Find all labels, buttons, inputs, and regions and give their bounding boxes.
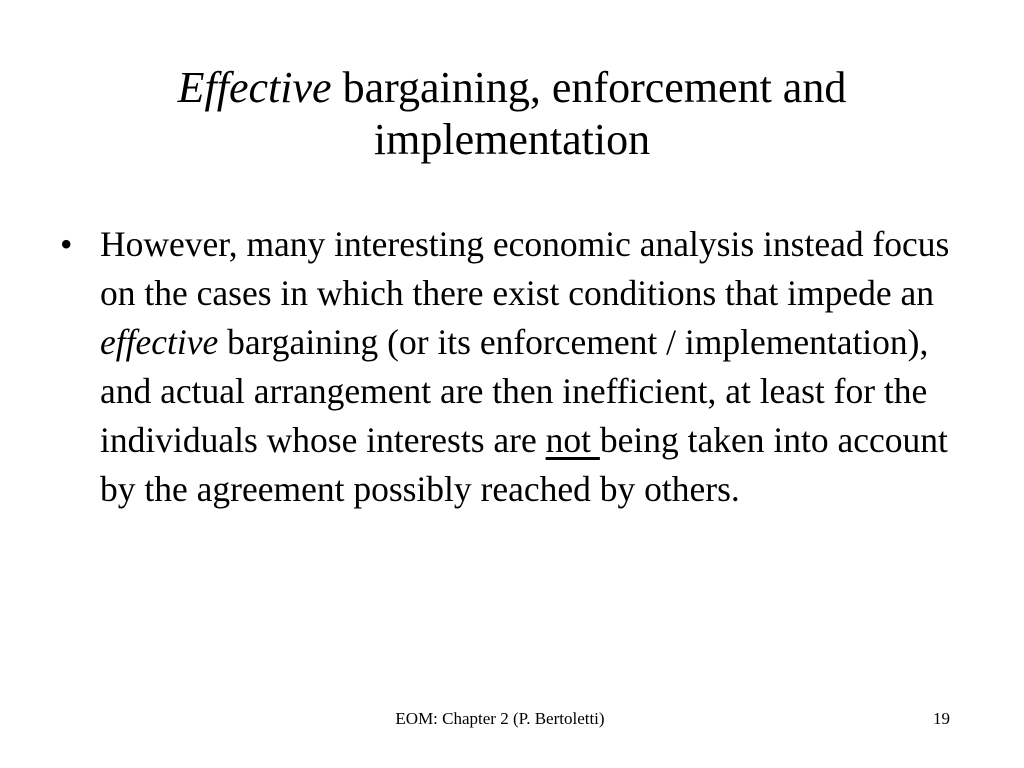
footer-page-number: 19 (933, 709, 950, 728)
slide-title-italic: Effective (177, 63, 332, 112)
footer-chapter-label: EOM: Chapter 2 (P. Bertoletti) (395, 709, 605, 728)
bullet-list (52, 220, 987, 514)
slide-title (60, 62, 964, 166)
bullet-text-part-2: bargaining (or its enforcement / implementation), and actual arrangement are then inefficient, at least for the individuals whose interests are (100, 322, 929, 460)
slide-title-rest: bargaining, enforcement and implementation (331, 63, 847, 164)
bullet-italic-word: effective (100, 322, 219, 362)
bullet-text-part-3: being taken into account by the agreement possibly reached by others. (100, 420, 948, 509)
bullet-text-part-1: However, many interesting economic analysis instead focus on the cases in which there exist conditions that impede an (100, 224, 950, 313)
bullet-marker: • (60, 224, 73, 264)
bullet-underlined-word: not (545, 420, 600, 460)
bullet-item (52, 220, 987, 514)
